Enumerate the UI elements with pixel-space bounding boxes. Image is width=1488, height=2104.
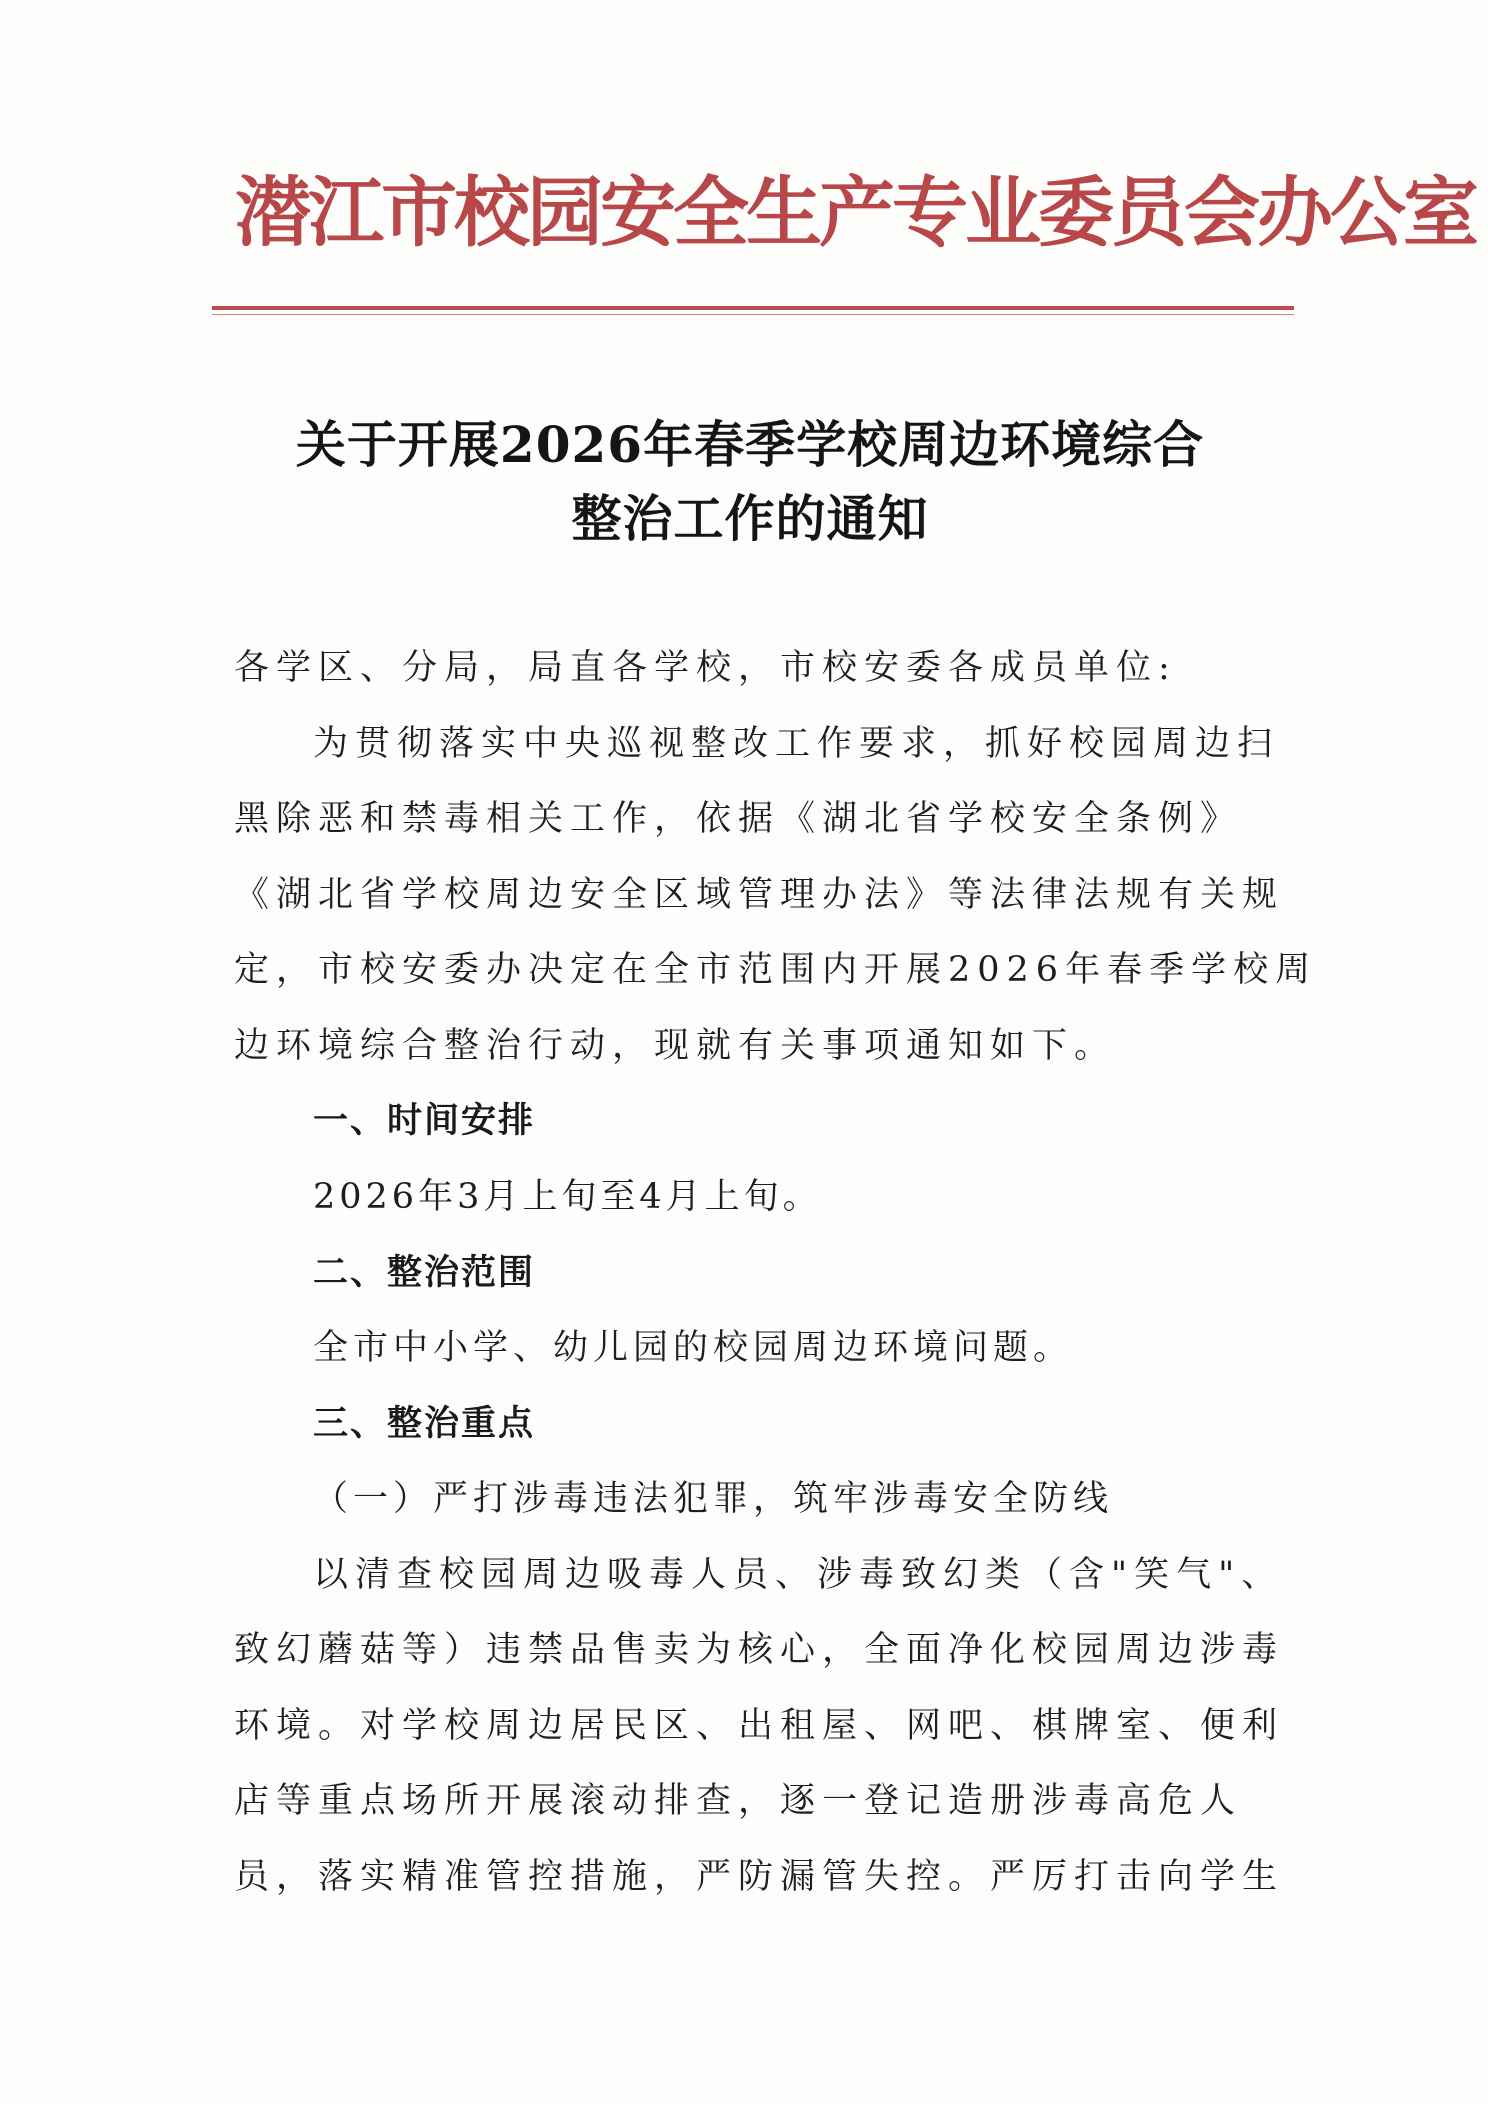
letterhead-red-rule-thin: [212, 314, 1294, 315]
intro-line-1: 为贯彻落实中央巡视整改工作要求，抓好校园周边扫: [313, 724, 1280, 764]
section-heading-schedule: 一、时间安排: [313, 1101, 536, 1141]
section-heading-focus: 三、整治重点: [313, 1404, 536, 1444]
section-subheading-focus-1: （一）严打涉毒违法犯罪，筑牢涉毒安全防线: [313, 1479, 1114, 1519]
intro-line-2: 黑除恶和禁毒相关工作，依据《湖北省学校安全条例》: [234, 799, 1243, 839]
intro-line-3: 《湖北省学校周边安全区域管理办法》等法律法规有关规: [234, 875, 1285, 915]
letterhead-red-rule: [212, 306, 1294, 310]
section-text-schedule: 2026年3月上旬至4月上旬。: [313, 1177, 822, 1217]
focus-paragraph-line-3: 环境。对学校周边居民区、出租屋、网吧、棋牌室、便利: [234, 1706, 1285, 1746]
intro-line-4: 定，市校安委办决定在全市范围内开展2026年春季学校周: [234, 950, 1318, 990]
focus-paragraph-line-2: 致幻蘑菇等）违禁品售卖为核心，全面净化校园周边涉毒: [234, 1630, 1285, 1670]
focus-paragraph-line-4: 店等重点场所开展滚动排查，逐一登记造册涉毒高危人: [234, 1781, 1243, 1821]
document-title-line2: 整治工作的通知: [571, 489, 929, 548]
section-heading-scope: 二、整治范围: [313, 1253, 536, 1293]
recipients-line: 各学区、分局，局直各学校，市校安委各成员单位:: [234, 648, 1177, 688]
document-title-line1: 关于开展2026年春季学校周边环境综合: [295, 415, 1205, 474]
document-title: [200, 408, 1300, 556]
focus-paragraph-line-1: 以清查校园周边吸毒人员、涉毒致幻类（含"笑气"、: [313, 1555, 1284, 1595]
focus-paragraph-line-5: 员，落实精准管控措施，严防漏管失控。严厉打击向学生: [234, 1857, 1285, 1897]
intro-line-5: 边环境综合整治行动，现就有关事项通知如下。: [234, 1026, 1117, 1066]
letterhead-org-name: 潜江市校园安全生产专业委员会办公室: [235, 168, 1476, 257]
section-text-scope: 全市中小学、幼儿园的校园周边环境问题。: [313, 1328, 1074, 1368]
